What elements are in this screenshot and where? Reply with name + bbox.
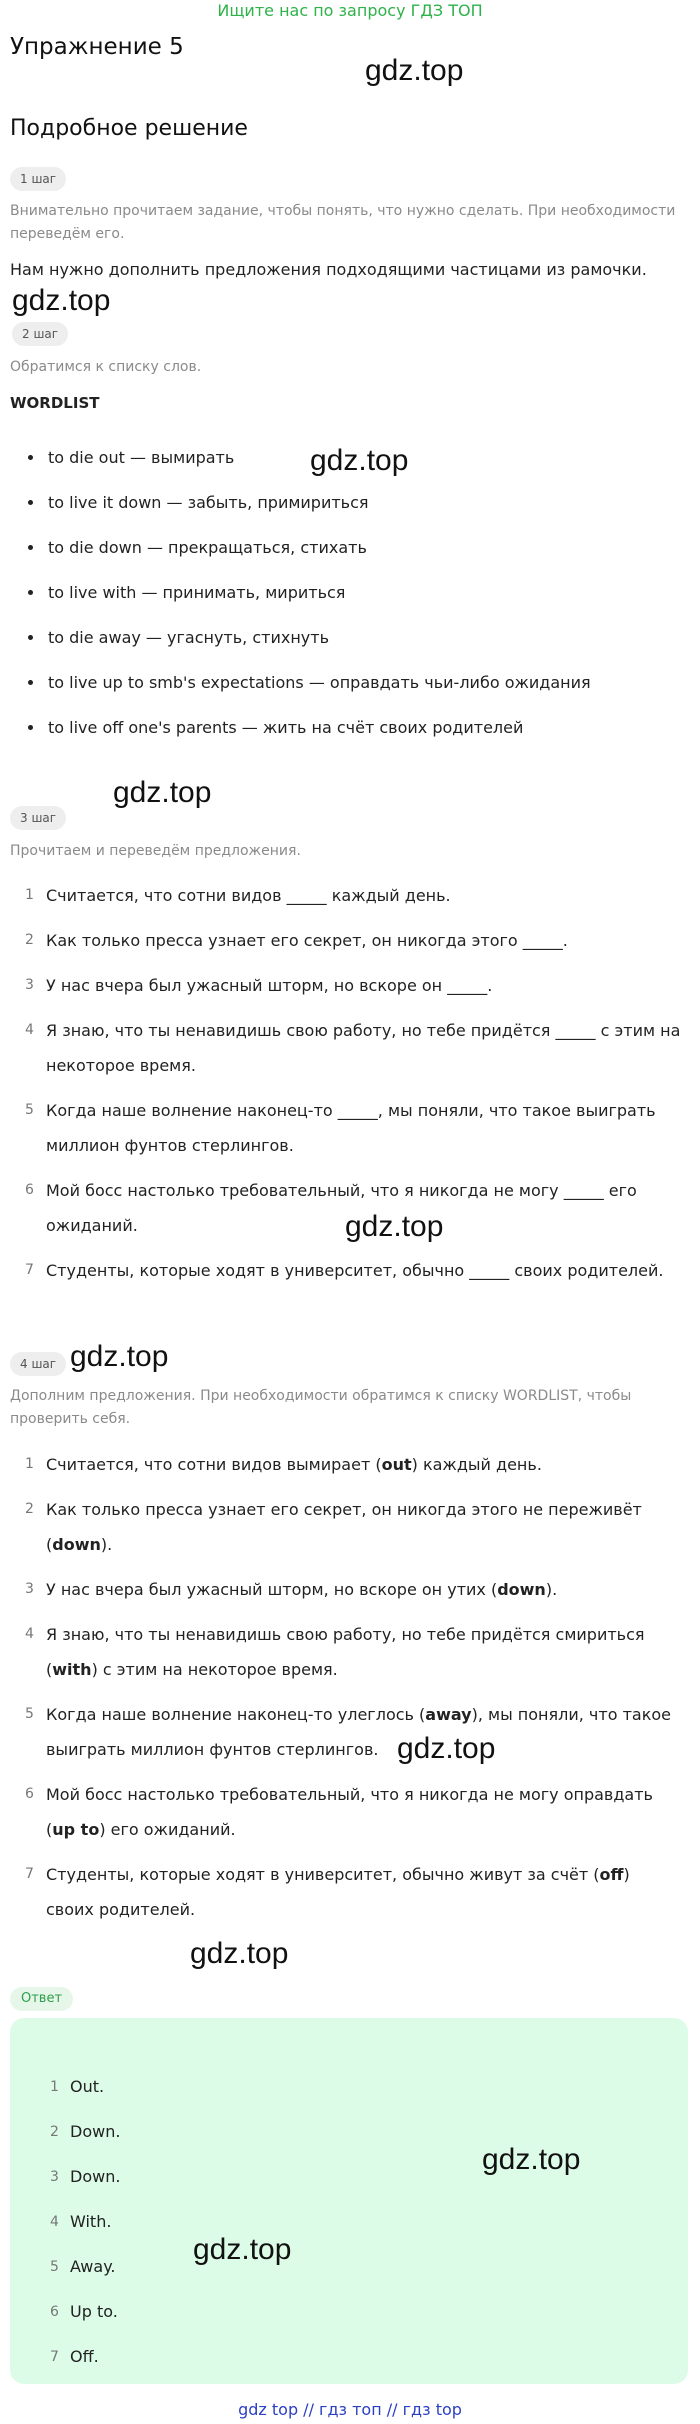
item-number: 5 xyxy=(25,1706,34,1722)
sentence-text: Считается, что сотни видов вымирает ( xyxy=(46,1455,382,1474)
wordlist-item xyxy=(10,716,690,761)
item-number: 3 xyxy=(50,2169,59,2185)
sentence-line: Когда наше волнение наконец-то _____, мы поняли, что такое выиграть xyxy=(46,1101,656,1120)
step-2-badge: 2 шаг xyxy=(12,322,68,346)
sentence-item xyxy=(10,1093,690,1163)
sentence-text: ). xyxy=(100,1535,113,1554)
bullet-icon xyxy=(28,545,33,550)
sentence-line: Мой босс настолько требовательный, что я никогда не могу _____ его xyxy=(46,1181,637,1200)
bullet-icon xyxy=(28,725,33,730)
step-4-sentences xyxy=(10,1447,682,1927)
watermark: gdz.top xyxy=(482,2143,581,2176)
particle: off xyxy=(599,1865,624,1884)
item-number: 4 xyxy=(50,2214,59,2230)
step-1-badge: 1 шаг xyxy=(10,167,66,191)
sentence-text: ). xyxy=(545,1580,558,1599)
completed-sentence xyxy=(10,1617,682,1687)
wordlist-item-text: to live up to smb's expectations — оправдать чьи-либо ожидания xyxy=(48,673,591,692)
exercise-title: Упражнение 5 xyxy=(10,34,184,60)
bullet-icon xyxy=(28,455,33,460)
completed-sentence xyxy=(10,1447,682,1482)
item-number: 2 xyxy=(25,1501,34,1517)
watermark: gdz.top xyxy=(310,444,409,477)
item-number: 1 xyxy=(50,2079,59,2095)
sentence-text: Как только пресса узнает его секрет, он никогда этого не переживёт ( xyxy=(46,1500,642,1554)
bullet-icon xyxy=(28,635,33,640)
wordlist xyxy=(10,446,690,761)
particle: away xyxy=(425,1705,472,1724)
sentence-text: ) с этим на некоторое время. xyxy=(91,1660,338,1679)
sentence-line: Я знаю, что ты ненавидишь свою работу, но тебе придётся _____ с этим на xyxy=(46,1021,681,1040)
watermark: gdz.top xyxy=(113,776,212,809)
sentence-line: миллион фунтов стерлингов. xyxy=(46,1136,294,1155)
particle: down xyxy=(497,1580,546,1599)
sentence-text: ), мы поняли, что такое выиграть миллион фунтов стерлингов. xyxy=(46,1705,671,1759)
item-number: 1 xyxy=(25,887,34,903)
step-2-instruction: Обратимся к списку слов. xyxy=(10,359,202,375)
wordlist-item-text: to die out — вымирать xyxy=(48,448,235,467)
wordlist-item-text: to live with — принимать, мириться xyxy=(48,583,346,602)
answer-text: With. xyxy=(70,2212,112,2231)
answer-item xyxy=(10,2075,670,2120)
wordlist-item-text: to die away — угаснуть, стихнуть xyxy=(48,628,330,647)
sentence-text: Мой босс настолько требовательный, что я никогда не могу оправдать ( xyxy=(46,1785,653,1839)
bullet-icon xyxy=(28,680,33,685)
sentence-text: Когда наше волнение наконец-то улеглось ( xyxy=(46,1705,426,1724)
sentence-line: У нас вчера был ужасный шторм, но вскоре он _____. xyxy=(46,976,493,995)
answer-box xyxy=(10,2018,688,2384)
item-number: 5 xyxy=(25,1102,34,1118)
watermark: gdz.top xyxy=(193,2233,292,2266)
step-4-instruction: Дополним предложения. При необходимости обратимся к списку WORDLIST, чтобы проверить себя. xyxy=(10,1388,632,1427)
step-3-badge: 3 шаг xyxy=(10,806,66,830)
answer-list xyxy=(10,2075,670,2390)
sentence-line: Как только пресса узнает его секрет, он никогда этого _____. xyxy=(46,931,568,950)
completed-sentence xyxy=(10,1857,682,1927)
item-number: 6 xyxy=(25,1786,34,1802)
sentence-text: ) его ожиданий. xyxy=(99,1820,236,1839)
sentence-text: У нас вчера был ужасный шторм, но вскоре он утих ( xyxy=(46,1580,498,1599)
completed-sentence xyxy=(10,1492,682,1562)
answer-text: Down. xyxy=(70,2122,121,2141)
bullet-icon xyxy=(28,590,33,595)
item-number: 4 xyxy=(25,1626,34,1642)
wordlist-item-text: to live off one's parents — жить на счёт своих родителей xyxy=(48,718,524,737)
item-number: 2 xyxy=(50,2124,59,2140)
step-4-badge: 4 шаг xyxy=(10,1352,66,1376)
item-number: 3 xyxy=(25,977,34,993)
wordlist-item xyxy=(10,491,690,536)
watermark: gdz.top xyxy=(345,1210,444,1243)
bullet-icon xyxy=(28,500,33,505)
sentence-text: Я знаю, что ты ненавидишь свою работу, но тебе придётся смириться ( xyxy=(46,1625,645,1679)
particle: up to xyxy=(52,1820,100,1839)
answer-item xyxy=(10,2300,670,2345)
step-3-instruction: Прочитаем и переведём предложения. xyxy=(10,843,301,859)
sentence-line: некоторое время. xyxy=(46,1056,196,1075)
wordlist-item-text: to die down — прекращаться, стихать xyxy=(48,538,367,557)
step-1-instruction: Внимательно прочитаем задание, чтобы понять, что нужно сделать. При необходимости переведём его. xyxy=(10,203,676,242)
item-number: 6 xyxy=(50,2304,59,2320)
answer-item xyxy=(10,2345,670,2390)
solution-title: Подробное решение xyxy=(10,116,248,141)
item-number: 3 xyxy=(25,1581,34,1597)
item-number: 7 xyxy=(25,1262,34,1278)
sentence-item xyxy=(10,878,690,913)
item-number: 5 xyxy=(50,2259,59,2275)
wordlist-item-text: to live it down — забыть, примириться xyxy=(48,493,369,512)
item-number: 1 xyxy=(25,1456,34,1472)
sentence-line: ожиданий. xyxy=(46,1216,138,1235)
watermark: gdz.top xyxy=(365,54,464,87)
answer-text: Out. xyxy=(70,2077,105,2096)
answer-item xyxy=(10,2210,670,2255)
wordlist-item xyxy=(10,536,690,581)
particle: with xyxy=(52,1660,92,1679)
sentence-item xyxy=(10,923,690,958)
particle: down xyxy=(52,1535,101,1554)
answer-text: Up to. xyxy=(70,2302,118,2321)
sentence-text: Студенты, которые ходят в университет, обычно живут за счёт ( xyxy=(46,1865,600,1884)
watermark: gdz.top xyxy=(397,1732,496,1765)
completed-sentence xyxy=(10,1697,682,1767)
particle: out xyxy=(381,1455,412,1474)
sentence-line: Студенты, которые ходят в университет, обычно _____ своих родителей. xyxy=(46,1261,664,1280)
item-number: 7 xyxy=(25,1866,34,1882)
completed-sentence xyxy=(10,1572,682,1607)
answer-text: Away. xyxy=(70,2257,116,2276)
watermark: gdz.top xyxy=(190,1937,289,1970)
watermark: gdz.top xyxy=(12,284,111,317)
item-number: 2 xyxy=(25,932,34,948)
answer-badge: Ответ xyxy=(10,1987,73,2011)
answer-text: Down. xyxy=(70,2167,121,2186)
watermark: gdz.top xyxy=(70,1340,169,1373)
wordlist-item xyxy=(10,581,690,626)
sentence-item xyxy=(10,1253,690,1288)
sentence-item xyxy=(10,1013,690,1083)
wordlist-item xyxy=(10,626,690,671)
wordlist-item xyxy=(10,671,690,716)
sentence-text: ) каждый день. xyxy=(411,1455,542,1474)
step-1-text: Нам нужно дополнить предложения подходящими частицами из рамочки. xyxy=(10,260,647,279)
completed-sentence xyxy=(10,1777,682,1847)
top-banner[interactable]: Ищите нас по запросу ГДЗ ТОП xyxy=(217,1,483,20)
wordlist-heading: WORDLIST xyxy=(10,394,100,412)
item-number: 6 xyxy=(25,1182,34,1198)
sentence-text: ) своих родителей. xyxy=(46,1865,630,1919)
item-number: 4 xyxy=(25,1022,34,1038)
answer-item xyxy=(10,2255,670,2300)
footer-links[interactable]: gdz top // гдз топ // гдз top xyxy=(238,2400,462,2419)
sentence-item xyxy=(10,968,690,1003)
sentence-line: Считается, что сотни видов _____ каждый день. xyxy=(46,886,451,905)
item-number: 7 xyxy=(50,2349,59,2365)
answer-text: Off. xyxy=(70,2347,99,2366)
